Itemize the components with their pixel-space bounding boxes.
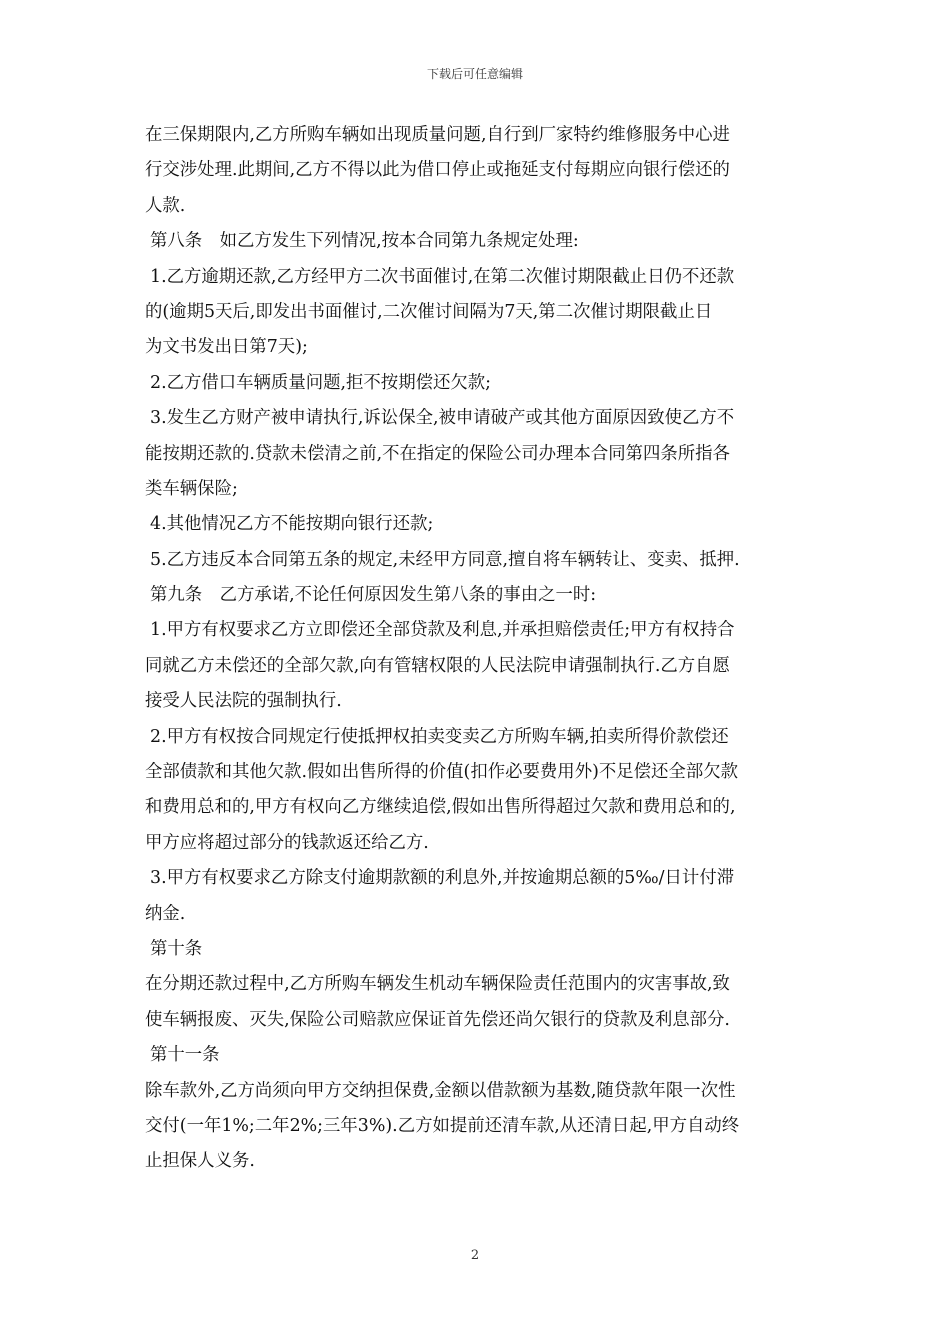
text-line: 3.发生乙方财产被申请执行,诉讼保全,被申请破产或其他方面原因致使乙方不 <box>150 408 735 429</box>
text-line: 的(逾期5天后,即发出书面催讨,二次催讨间隔为7天,第二次催讨期限截止日 <box>145 301 713 322</box>
text-line: 能按期还款的.贷款未偿清之前,不在指定的保险公司办理本合同第四条所指各 <box>145 443 730 464</box>
text-line: 使车辆报废、灭失,保险公司赔款应保证首先偿还尚欠银行的贷款及利息部分. <box>145 1009 730 1030</box>
text-line: 交付(一年1%;二年2%;三年3%).乙方如提前还清车款,从还清日起,甲方自动终 <box>145 1115 740 1136</box>
text-line: 3.甲方有权要求乙方除支付逾期款额的利息外,并按逾期总额的5‰/日计付滞 <box>150 868 735 889</box>
text-line: 4.其他情况乙方不能按期向银行还款; <box>150 514 434 535</box>
text-line: 接受人民法院的强制执行. <box>145 691 342 712</box>
text-line: 行交涉处理.此期间,乙方不得以此为借口停止或拖延支付每期应向银行偿还的 <box>145 160 730 181</box>
document-body <box>145 118 813 1180</box>
text-line: 和费用总和的,甲方有权向乙方继续追偿,假如出售所得超过欠款和费用总和的, <box>145 797 736 818</box>
text-line: 2.甲方有权按合同规定行使抵押权拍卖变卖乙方所购车辆,拍卖所得价款偿还 <box>150 726 729 747</box>
page-header: 下载后可任意编辑 <box>426 67 523 81</box>
text-line: 第九条 乙方承诺,不论任何原因发生第八条的事由之一时: <box>150 585 597 606</box>
text-line: 5.乙方违反本合同第五条的规定,未经甲方同意,擅自将车辆转让、变卖、抵押. <box>150 549 740 570</box>
text-line: 2.乙方借口车辆质量问题,拒不按期偿还欠款; <box>150 372 492 393</box>
text-line: 除车款外,乙方尚须向甲方交纳担保费,金额以借款额为基数,随贷款年限一次性 <box>145 1080 736 1101</box>
text-line: 止担保人义务. <box>145 1151 255 1172</box>
text-line: 人款. <box>145 195 186 216</box>
page-number: 2 <box>470 1248 480 1263</box>
text-line: 纳金. <box>145 903 186 924</box>
text-line: 第八条 如乙方发生下列情况,按本合同第九条规定处理: <box>150 231 579 252</box>
text-line: 同就乙方未偿还的全部欠款,向有管辖权限的人民法院申请强制执行.乙方自愿 <box>145 655 730 676</box>
text-line: 甲方应将超过部分的钱款返还给乙方. <box>145 832 429 853</box>
text-line: 在三保期限内,乙方所购车辆如出现质量问题,自行到厂家特约维修服务中心进 <box>145 125 730 145</box>
text-line: 第十条 <box>150 938 203 959</box>
text-line: 类车辆保险; <box>145 478 238 499</box>
text-line: 第十一条 <box>150 1045 220 1066</box>
text-line: 1.甲方有权要求乙方立即偿还全部贷款及利息,并承担赔偿责任;甲方有权持合 <box>150 620 735 641</box>
text-line: 为文书发出日第7天); <box>145 337 308 358</box>
text-line: 全部债款和其他欠款.假如出售所得的价值(扣作必要费用外)不足偿还全部欠款 <box>145 762 738 783</box>
text-line: 在分期还款过程中,乙方所购车辆发生机动车辆保险责任范围内的灾害事故,致 <box>145 974 730 995</box>
text-line: 1.乙方逾期还款,乙方经甲方二次书面催讨,在第二次催讨期限截止日仍不还款 <box>150 266 735 287</box>
